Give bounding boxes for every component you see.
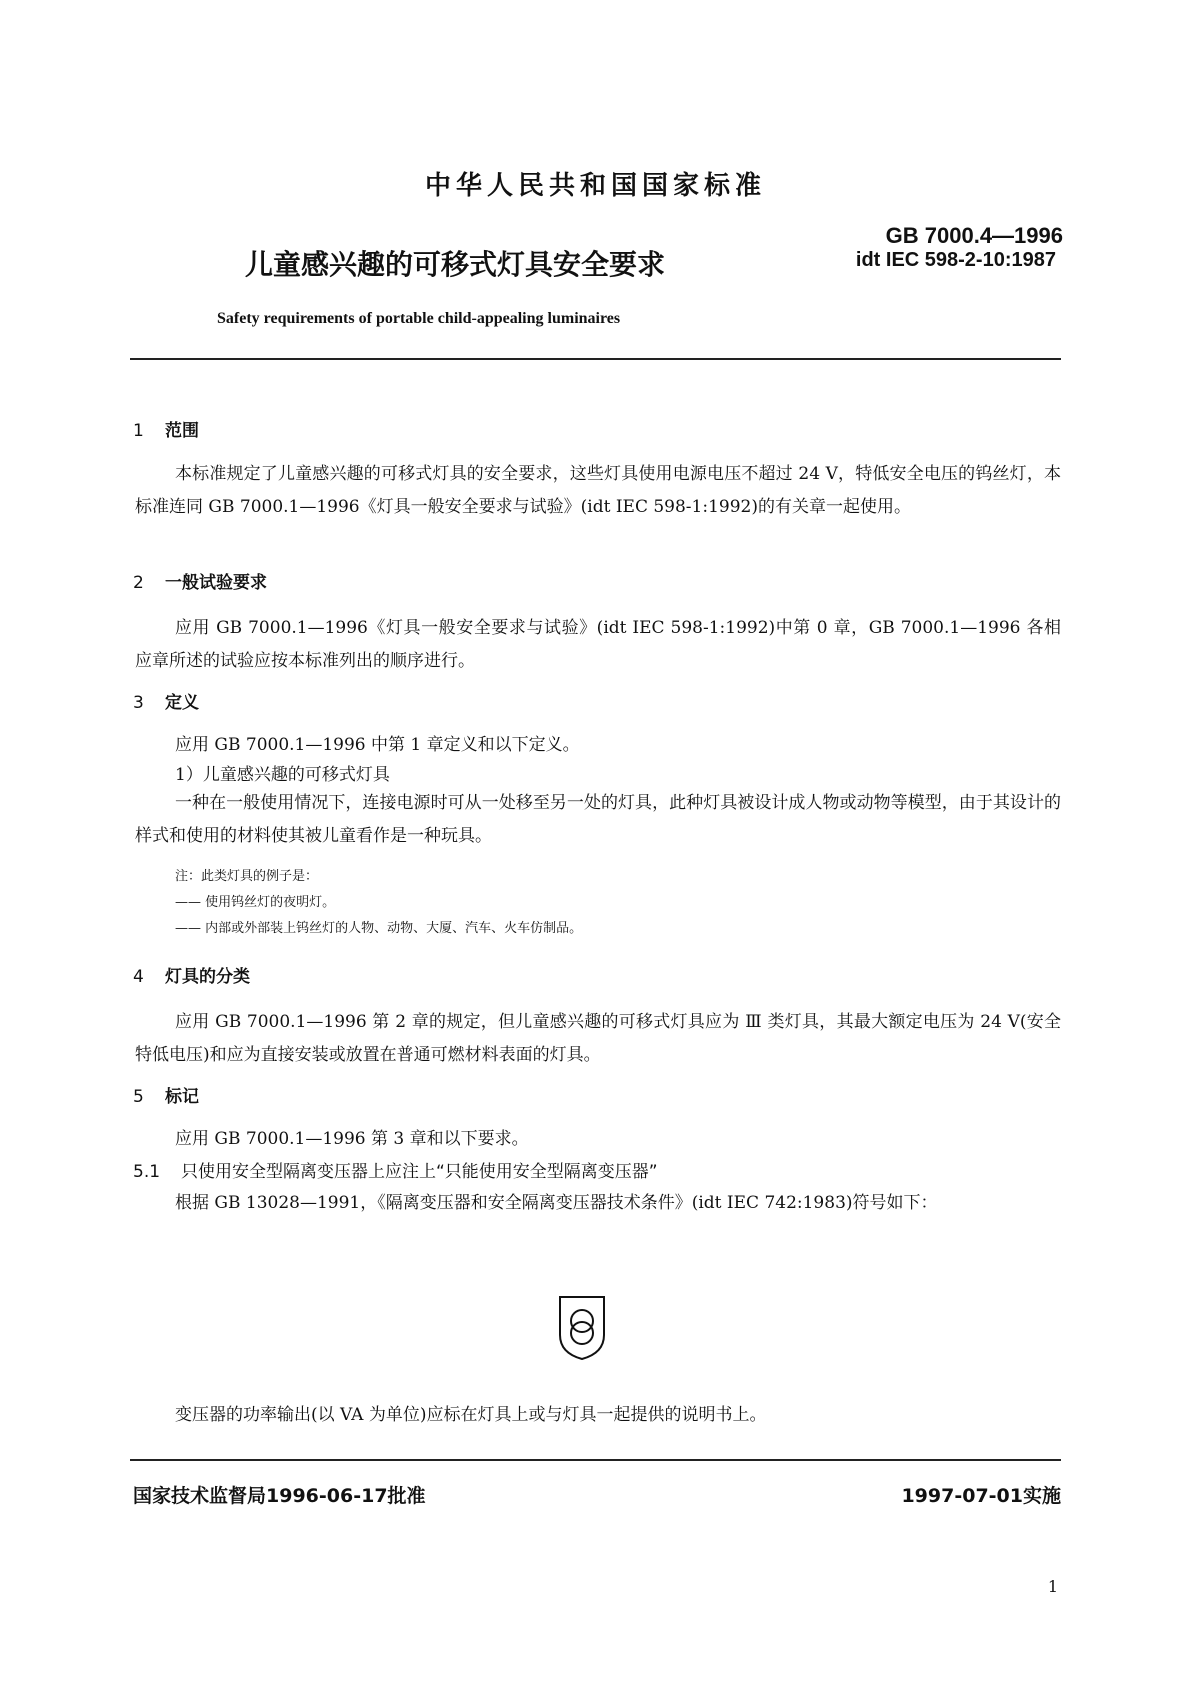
page-number: 1: [1047, 1577, 1058, 1596]
effective-date: 1997-07-01实施: [901, 1485, 1061, 1507]
section-2-heading: [133, 568, 267, 593]
section-number: 3: [133, 693, 144, 713]
document-title: 儿童感兴趣的可移式灯具安全要求: [245, 248, 666, 281]
standard-code: GB 7000.4—1996: [885, 223, 1063, 248]
safety-isolating-transformer-icon: [556, 1293, 608, 1361]
standard-equivalence: idt IEC 598-2-10:1987: [855, 249, 1056, 271]
section-1-heading: [133, 416, 199, 441]
section-title: 灯具的分类: [165, 967, 250, 987]
section-4-text: 应用 GB 7000.1—1996 第 2 章的规定，但儿童感兴趣的可移式灯具应为 Ⅲ 类灯具，其最大额定电压为 24 V(安全特低电压)和应为直接安装或放置在普通可燃材料表面的灯具。: [135, 1012, 1061, 1065]
section-5-intro: 应用 GB 7000.1—1996 第 3 章和以下要求。: [175, 1129, 529, 1149]
definition-term: 1）儿童感兴趣的可移式灯具: [175, 765, 390, 785]
subsection-number: 5.1: [133, 1162, 161, 1182]
header-divider: [130, 358, 1061, 360]
footer-divider: [130, 1459, 1061, 1461]
section-title: 一般试验要求: [165, 573, 267, 593]
note-item: —— 内部或外部装上钨丝灯的人物、动物、大厦、汽车、火车仿制品。: [175, 921, 583, 936]
section-5-heading: [133, 1082, 199, 1107]
definition-text: 一种在一般使用情况下，连接电源时可从一处移至另一处的灯具，此种灯具被设计成人物或动物等模型，由于其设计的样式和使用的材料使其被儿童看作是一种玩具。: [135, 793, 1061, 846]
note-item: —— 使用钨丝灯的夜明灯。: [175, 895, 336, 910]
approval-date: 国家技术监督局1996-06-17批准: [133, 1485, 426, 1507]
section-title: 标记: [165, 1087, 199, 1107]
section-2-text: 应用 GB 7000.1—1996《灯具一般安全要求与试验》(idt IEC 598-1:1992)中第 0 章，GB 7000.1—1996 各相应章所述的试验应按本标准列出的顺序进行。: [135, 618, 1061, 671]
english-title: Safety requirements of portable child-appealing luminaires: [217, 310, 621, 327]
section-5-after-text: 变压器的功率输出(以 VA 为单位)应标在灯具上或与灯具一起提供的说明书上。: [175, 1405, 767, 1425]
note-label: 注：此类灯具的例子是：: [175, 869, 319, 884]
section-3-heading: [133, 688, 199, 713]
section-3-intro: 应用 GB 7000.1—1996 中第 1 章定义和以下定义。: [175, 735, 580, 755]
section-number: 4: [133, 967, 144, 987]
subsection-5-1-text: 根据 GB 13028—1991，《隔离变压器和安全隔离变压器技术条件》(idt IEC 742:1983)符号如下：: [175, 1193, 938, 1213]
section-title: 定义: [165, 693, 199, 713]
section-number: 1: [133, 421, 144, 441]
subsection-5-1-heading: [133, 1157, 658, 1182]
subsection-title: 只使用安全型隔离变压器上应注上“只能使用安全型隔离变压器”: [181, 1162, 658, 1182]
section-number: 2: [133, 573, 144, 593]
standard-type-header: 中华人民共和国国家标准: [424, 171, 766, 201]
section-title: 范围: [165, 421, 199, 441]
section-4-heading: [133, 962, 250, 987]
section-number: 5: [133, 1087, 144, 1107]
section-1-text: 本标准规定了儿童感兴趣的可移式灯具的安全要求，这些灯具使用电源电压不超过 24 V，特低安全电压的钨丝灯，本标准连同 GB 7000.1—1996《灯具一般安全要求与试验》(idt IEC 598-1:1992)的有关章一起使用。: [135, 464, 1061, 517]
